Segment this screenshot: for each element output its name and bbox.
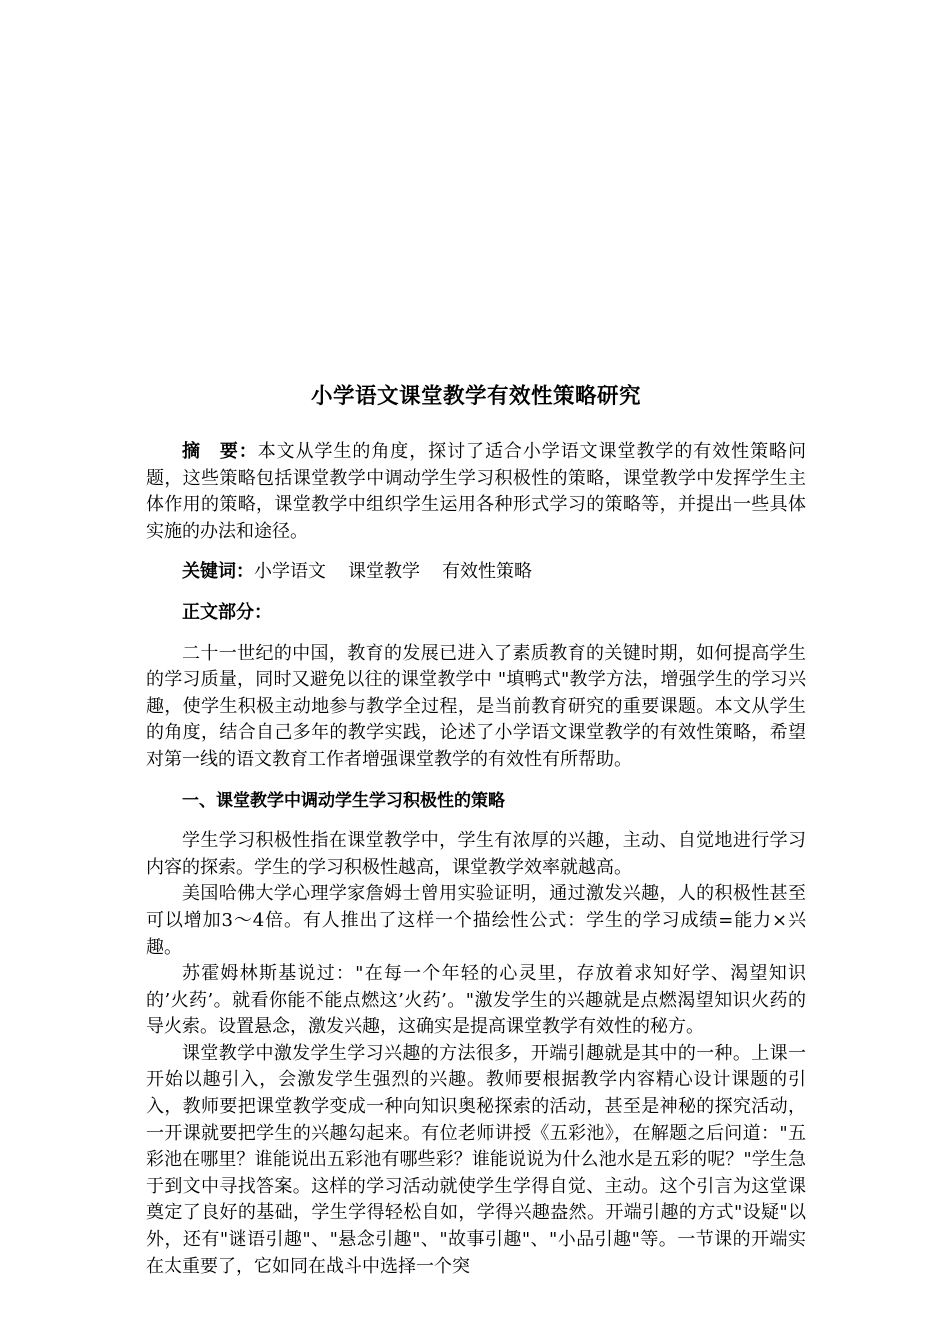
document-title: 小学语文课堂教学有效性策略研究 <box>310 384 641 409</box>
keyword-item: 有效性策略 <box>442 561 532 583</box>
abstract-paragraph <box>146 439 806 545</box>
keywords-label: 关键词： <box>182 561 254 583</box>
section-heading: 一、课堂教学中调动学生学习积极性的策略 <box>182 790 505 811</box>
body-section-label: 正文部分： <box>182 601 272 623</box>
intro-paragraph: 二十一世纪的中国，教育的发展已进入了素质教育的关键时期，如何提高学生的学习质量，同时又避免以往的课堂教学中 "填鸭式"教学方法，增强学生的学习兴趣，使学生积极主动地参与教学全过程，是当前教育研究的重要课题。本文从学生的角度，结合自己多年的教学实践，论述了小学语文课堂教学的有效性策略，希望对第一线的语文教育工作者增强课堂教学的有效性有所帮助。 <box>146 642 806 770</box>
section-paragraph: 美国哈佛大学心理学家詹姆士曾用实验证明，通过激发兴趣，人的积极性甚至可以增加3～4倍。有人推出了这样一个描绘性公式：学生的学习成绩=能力×兴趣。 <box>146 883 806 958</box>
abstract-label: 摘 要： <box>182 441 258 462</box>
keyword-item: 课堂教学 <box>348 561 420 583</box>
abstract-text: 本文从学生的角度，探讨了适合小学语文课堂教学的有效性策略问题，这些策略包括课堂教学中调动学生学习积极性的策略，课堂教学中发挥学生主体作用的策略，课堂教学中组织学生运用各种形式学习的策略等，并提出一些具体实施的办法和途径。 <box>146 441 806 542</box>
section-paragraph: 学生学习积极性指在课堂教学中，学生有浓厚的兴趣，主动、自觉地进行学习内容的探索。学生的学习积极性越高，课堂教学效率就越高。 <box>146 830 806 878</box>
keyword-item: 小学语文 <box>254 561 326 583</box>
section-paragraph: 苏霍姆林斯基说过："在每一个年轻的心灵里，存放着求知好学、渴望知识的’火药’。就看你能不能点燃这’火药’。"激发学生的兴趣就是点燃渴望知识火药的导火索。设置悬念，激发兴趣，这确实是提高课堂教学有效性的秘方。 <box>146 963 806 1038</box>
document-body <box>146 380 806 1280</box>
section-paragraph: 课堂教学中激发学生学习兴趣的方法很多，开端引趣就是其中的一种。上课一开始以趣引入，会激发学生强烈的兴趣。教师要根据教学内容精心设计课题的引入，教师要把课堂教学变成一种向知识奥秘探索的活动，甚至是神秘的探究活动，一开课就要把学生的兴趣勾起来。有位老师讲授《五彩池》，在解题之后问道："五彩池在哪里？谁能说出五彩池有哪些彩？谁能说说为什么池水是五彩的呢？"学生急于到文中寻找答案。这样的学习活动就使学生学得自觉、主动。这个引言为这堂课奠定了良好的基础，学生学得轻松自如，学得兴趣盎然。开端引趣的方式"设疑"以外，还有"谜语引趣"、"悬念引趣"、"故事引趣"、"小品引趣"等。一节课的开端实在太重要了，它如同在战斗中选择一个突 <box>146 1042 806 1277</box>
keywords-paragraph <box>146 559 806 586</box>
